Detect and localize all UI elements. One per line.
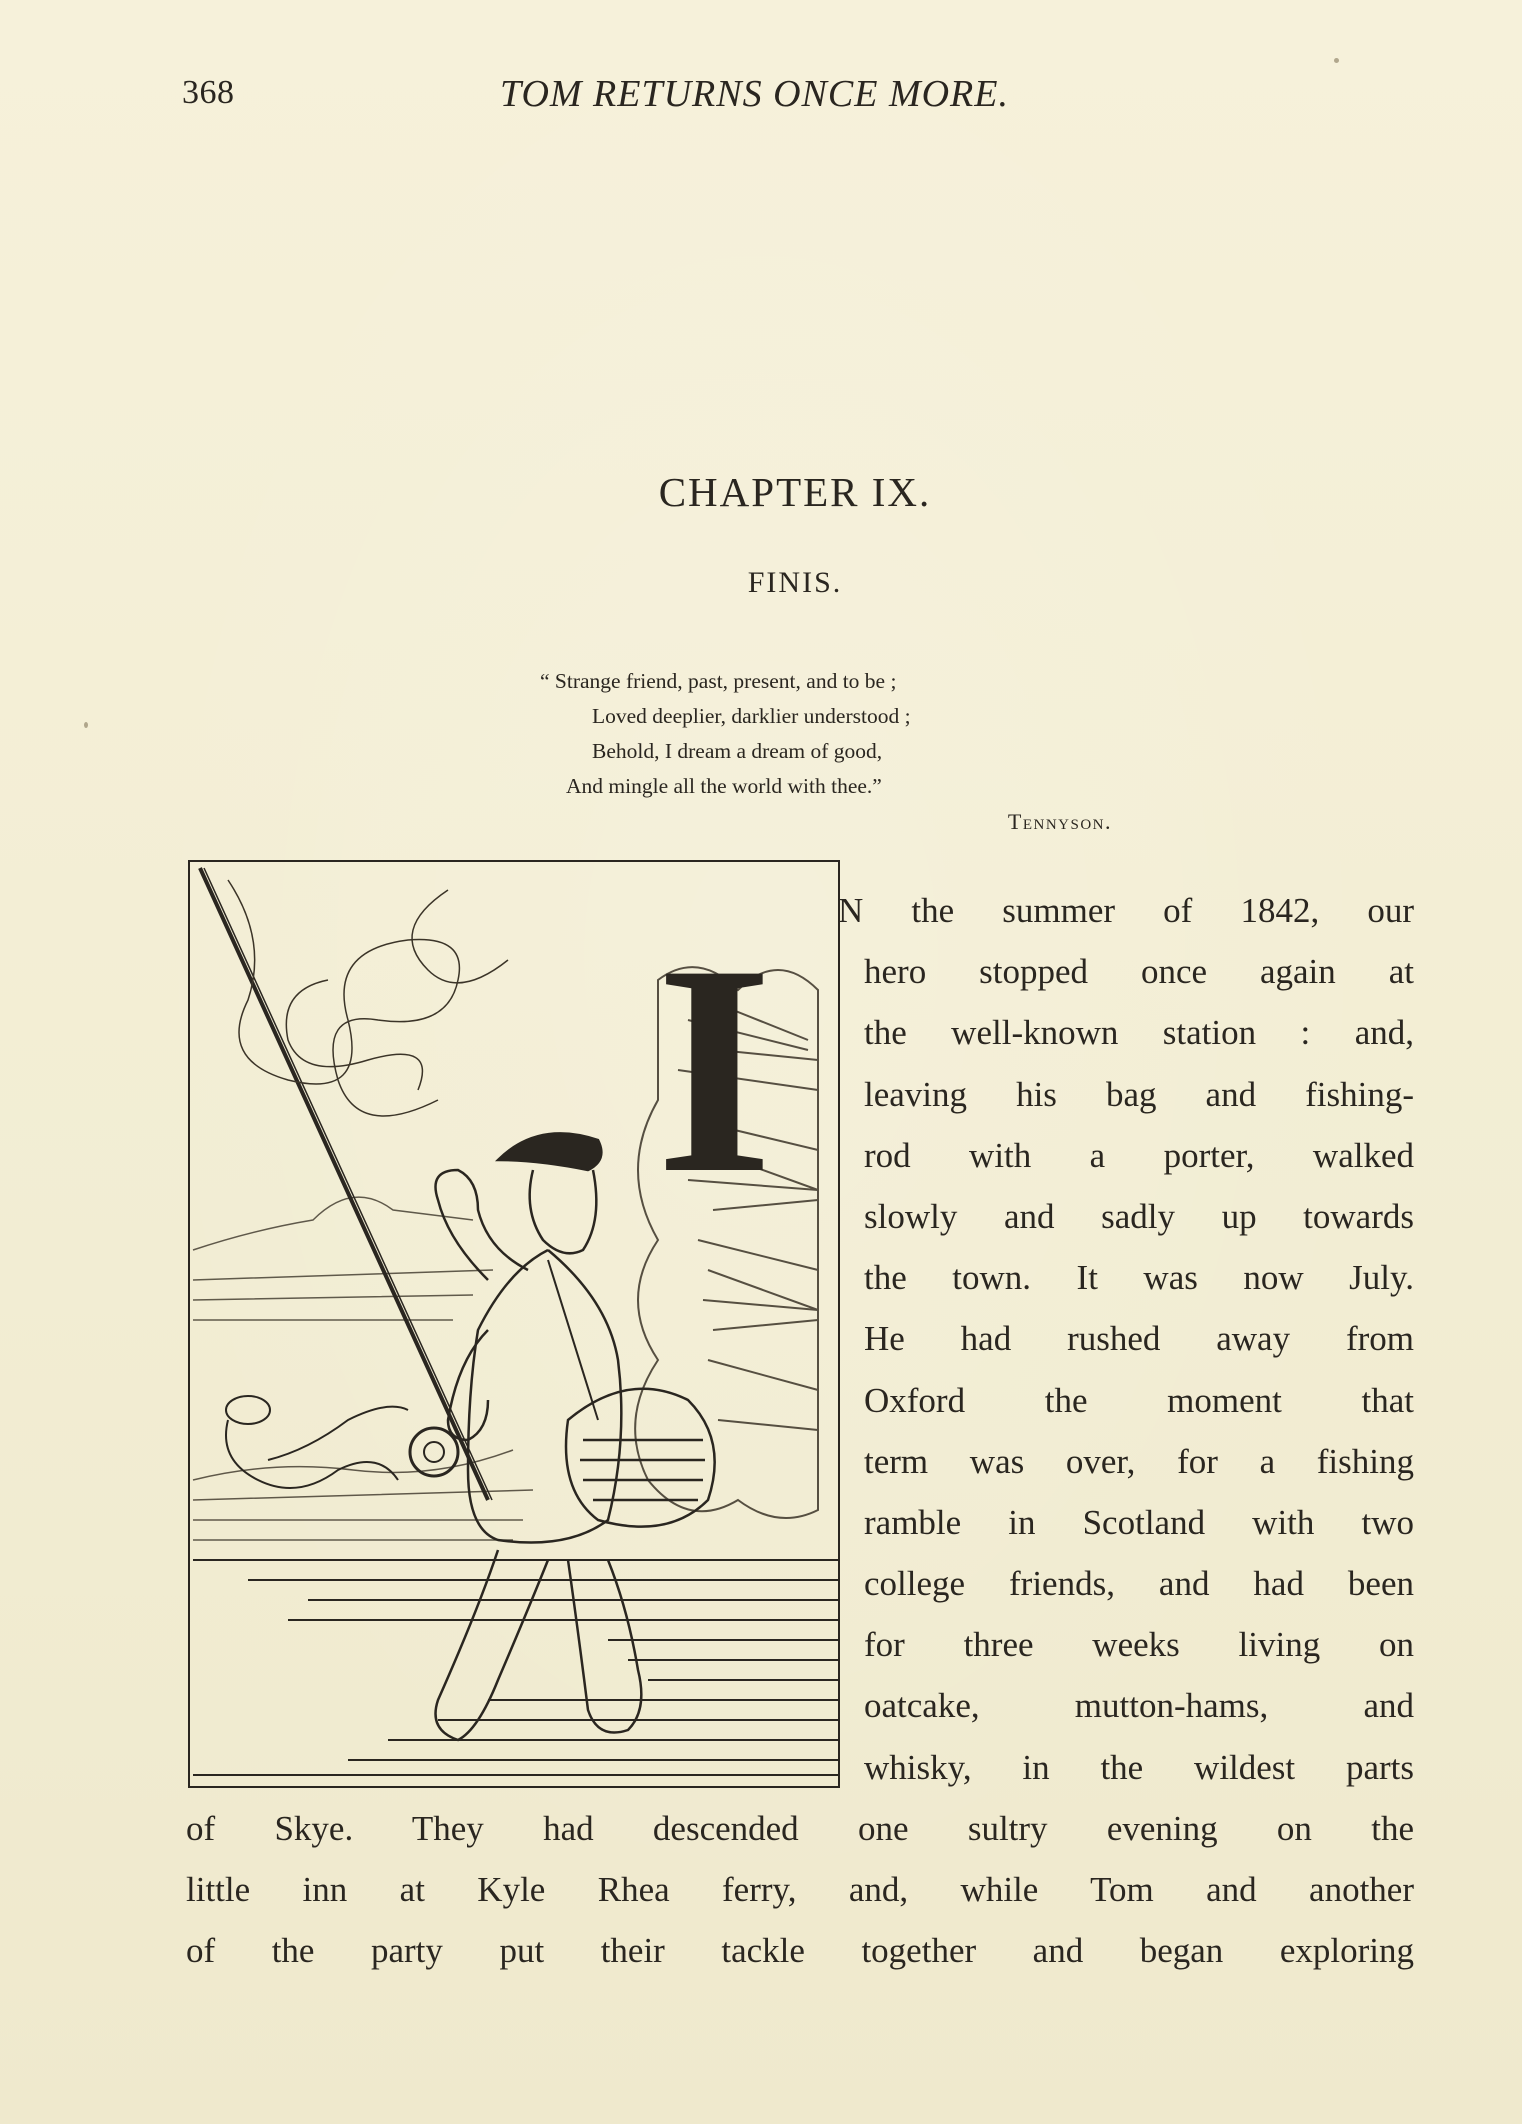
body-line: for three weeks living on xyxy=(864,1625,1414,1665)
epigraph-attribution: Tennyson. xyxy=(1007,809,1112,834)
epigraph-line: Loved deeplier, darklier understood ; xyxy=(592,704,911,728)
chapter-subtitle: FINIS. xyxy=(747,566,843,599)
page-header xyxy=(0,62,1522,122)
body-line: hero stopped once again at xyxy=(864,952,1414,992)
body-line: college friends, and had been xyxy=(864,1564,1414,1604)
body-line: N the summer of 1842, our xyxy=(838,891,1414,930)
body-line: leaving his bag and fishing- xyxy=(864,1074,1414,1114)
running-head: TOM RETURNS ONCE MORE. xyxy=(500,73,1009,115)
chapter-title: CHAPTER IX. xyxy=(658,469,932,515)
paper-speck xyxy=(1334,58,1339,63)
body-line: Oxford the moment that xyxy=(864,1380,1414,1420)
drop-cap: I xyxy=(656,903,773,1235)
body-line: of the party put their tackle together and began exploring xyxy=(186,1931,1414,1971)
body-line: oatcake, mutton-hams, and xyxy=(864,1686,1414,1726)
body-line: ramble in Scotland with two xyxy=(864,1502,1414,1542)
page-number: 368 xyxy=(182,74,235,111)
epigraph xyxy=(540,664,1120,839)
paper-speck xyxy=(84,722,88,728)
epigraph-line: And mingle all the world with thee.” xyxy=(566,774,882,798)
body-line: slowly and sadly up towards xyxy=(864,1196,1414,1236)
body-line: term was over, for a fishing xyxy=(864,1441,1414,1481)
body-line: He had rushed away from xyxy=(864,1319,1414,1359)
body-line: the town. It was now July. xyxy=(864,1258,1414,1298)
body-text xyxy=(186,880,1414,1981)
body-line: whisky, in the wildest parts xyxy=(864,1747,1414,1787)
epigraph-line: “ Strange friend, past, present, and to be ; xyxy=(540,669,897,693)
body-line: little inn at Kyle Rhea ferry, and, while Tom and another xyxy=(186,1870,1414,1909)
body-line: the well-known station : and, xyxy=(864,1013,1414,1053)
epigraph-line: Behold, I dream a dream of good, xyxy=(592,739,883,763)
body-line: of Skye. They had descended one sultry evening on the xyxy=(186,1808,1414,1848)
body-line: rod with a porter, walked xyxy=(864,1135,1414,1175)
